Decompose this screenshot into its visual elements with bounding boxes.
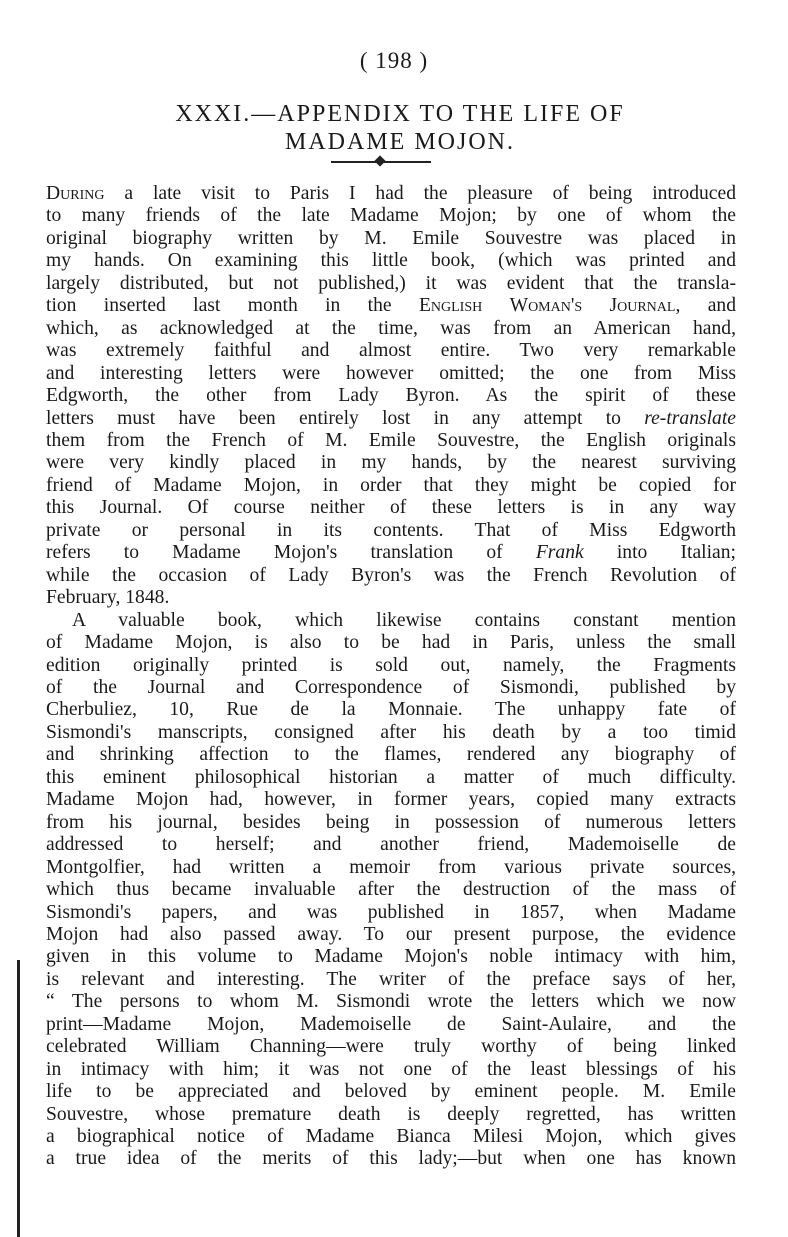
text-line: were very kindly placed in my hands, by the nearest surviving xyxy=(46,452,736,474)
text-line: Edgworth, the other from Lady Byron. As the spirit of these xyxy=(46,385,736,407)
text-line: given in this volume to Madame Mojon's noble intimacy with him, xyxy=(46,946,736,968)
text-line: original biography written by M. Emile Souvestre was placed in xyxy=(46,227,736,249)
text-line: of Madame Mojon, is also to be had in Paris, unless the small xyxy=(46,632,736,654)
article-title xyxy=(60,100,740,156)
text-line: them from the French of M. Emile Souvestre, the English originals xyxy=(46,429,736,451)
text-line: while the occasion of Lady Byron's was the French Revolution of xyxy=(46,564,736,586)
text-line: letters must have been entirely lost in any attempt to re-translate xyxy=(46,407,736,429)
text-line: Sismondi's papers, and was published in 1857, when Madame xyxy=(46,901,736,923)
text-line: in intimacy with him; it was not one of the least blessings of his xyxy=(46,1058,736,1080)
text-line: and interesting letters were however omitted; the one from Miss xyxy=(46,362,736,384)
text-line: Mojon had also passed away. To our present purpose, the evidence xyxy=(46,923,736,945)
text-line: to many friends of the late Madame Mojon; by one of whom the xyxy=(46,205,736,227)
text-line: Sismondi's manscripts, consigned after his death by a too timid xyxy=(46,721,736,743)
text-line: this Journal. Of course neither of these letters is in any way xyxy=(46,497,736,519)
text-line: tion inserted last month in the English Woman's Journal, and xyxy=(46,295,736,317)
text-line: refers to Madame Mojon's translation of Frank into Italian; xyxy=(46,542,736,564)
text-line: private or personal in its contents. That of Miss Edgworth xyxy=(46,519,736,541)
text-line: celebrated William Channing—were truly worthy of being linked xyxy=(46,1036,736,1058)
text-line: “ The persons to whom M. Sismondi wrote the letters which we now xyxy=(46,991,736,1013)
text-line: was extremely faithful and almost entire. Two very remarkable xyxy=(46,340,736,362)
page-number: ( 198 ) xyxy=(359,48,429,73)
text-line: addressed to herself; and another friend, Mademoiselle de xyxy=(46,834,736,856)
text-line: life to be appreciated and beloved by eminent people. M. Emile xyxy=(46,1081,736,1103)
text-line: a true idea of the merits of this lady;—but when one has known xyxy=(46,1148,736,1170)
text-line: edition originally printed is sold out, namely, the Fragments xyxy=(46,654,736,676)
text-line: A valuable book, which likewise contains constant mention xyxy=(72,609,736,631)
text-line: friend of Madame Mojon, in order that they might be copied for xyxy=(46,474,736,496)
text-line: from his journal, besides being in possession of numerous letters xyxy=(46,811,736,833)
text-line: print—Madame Mojon, Mademoiselle de Saint-Aulaire, and the xyxy=(46,1013,736,1035)
drop-word: During xyxy=(46,183,105,204)
title-line-2: MADAME MOJON. xyxy=(284,129,515,155)
text-line: a biographical notice of Madame Bianca Milesi Mojon, which gives xyxy=(46,1126,736,1148)
article-body xyxy=(46,183,736,1171)
diamond-ornament-icon xyxy=(374,155,385,166)
text-line: Cherbuliez, 10, Rue de la Monnaie. The unhappy fate of xyxy=(46,699,736,721)
text-line: this eminent philosophical historian a matter of much difficulty. xyxy=(46,766,736,788)
text-line: February, 1848. xyxy=(46,587,170,609)
text-line: largely distributed, but not published,) it was evident that the transla- xyxy=(46,272,736,294)
text-line: Madame Mojon had, however, in former years, copied many extracts xyxy=(46,789,736,811)
margin-rule xyxy=(17,960,20,1237)
text-line: Souvestre, whose premature death is deeply regretted, has written xyxy=(46,1103,736,1125)
text-line: which thus became invaluable after the destruction of the mass of xyxy=(46,879,736,901)
text-line: and shrinking affection to the flames, rendered any biography of xyxy=(46,744,736,766)
title-line-1: XXXI.—APPENDIX TO THE LIFE OF xyxy=(175,101,625,127)
text-line: Montgolfier, had written a memoir from various private sources, xyxy=(46,856,736,878)
text-line: which, as acknowledged at the time, was from an American hand, xyxy=(46,317,736,339)
text-line: During a late visit to Paris I had the pleasure of being introduced xyxy=(46,183,736,204)
text-line: is relevant and interesting. The writer of the preface says of her, xyxy=(46,968,736,990)
text-line: of the Journal and Correspondence of Sismondi, published by xyxy=(46,676,736,698)
text-line: my hands. On examining this little book, (which was printed and xyxy=(46,250,736,272)
